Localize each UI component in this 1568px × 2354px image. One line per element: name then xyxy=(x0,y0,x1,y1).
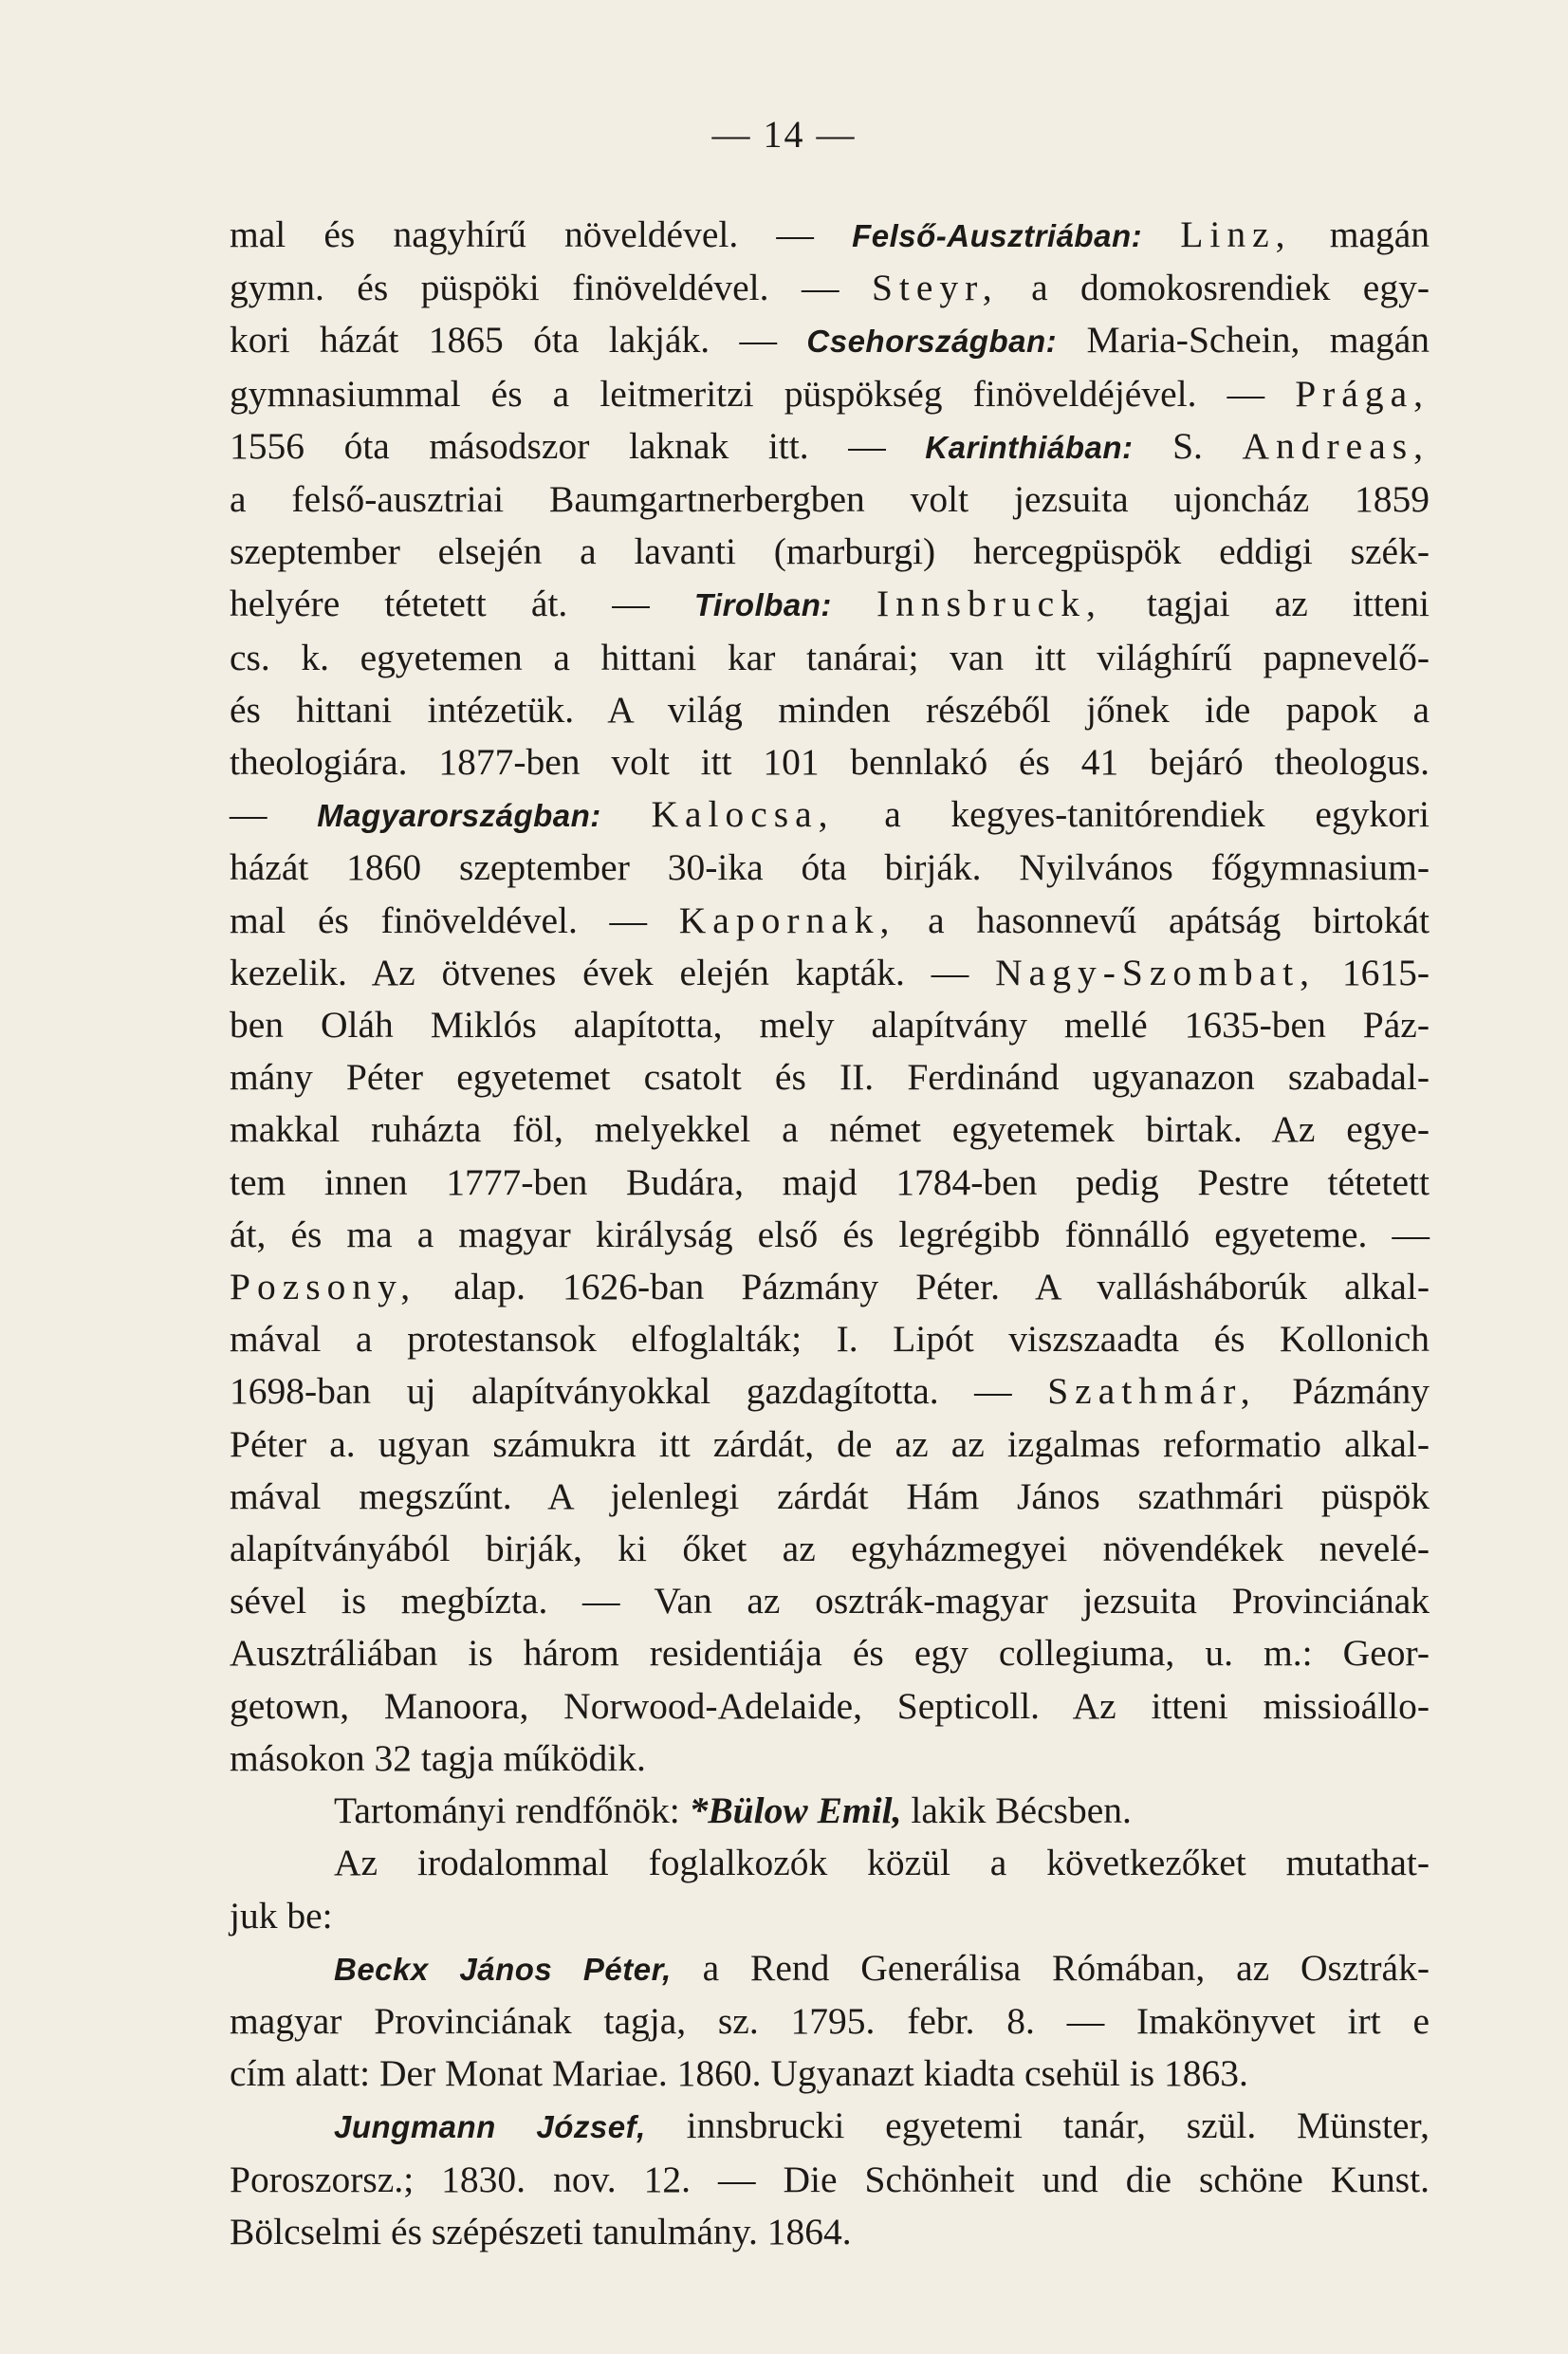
emphasized-text: Felső-Ausztriában: xyxy=(852,218,1143,253)
text-run: gymn. és püspöki finöveldével. — xyxy=(230,267,872,309)
text-run: Poroszorsz.; 1830. nov. 12. — Die Schönheit und die schöne Kunst. xyxy=(230,2158,1430,2200)
text-line xyxy=(230,1942,1430,1995)
text-line xyxy=(230,947,1430,999)
text-run: mal és nagyhírű növeldével. — xyxy=(230,213,853,255)
emphasized-text: Nagy-Szombat, xyxy=(995,951,1316,993)
emphasized-text: Csehországban: xyxy=(806,324,1058,360)
text-run: alapítványából birják, ki őket az egyházmegyei növendékek nevelé- xyxy=(230,1528,1430,1570)
emphasized-text: Szathmár, xyxy=(1047,1370,1257,1413)
text-run: és hittani intézetük. A világ minden részéből jőnek ide papok a xyxy=(230,688,1430,731)
text-run xyxy=(832,583,876,624)
text-line xyxy=(230,842,1430,894)
text-run: lakik Bécsben. xyxy=(901,1789,1132,1832)
text-line xyxy=(230,262,1430,314)
text-line xyxy=(230,1418,1430,1471)
emphasized-text: Kapornak, xyxy=(678,899,896,941)
text-run: 1556 óta másodszor laknak itt. — xyxy=(230,424,926,467)
text-run: makkal ruházta föl, melyekkel a német egyetemek birtak. Az egye- xyxy=(230,1108,1430,1151)
text-run: tem innen 1777-ben Budára, majd 1784-ben pedig Pestre tétetett xyxy=(230,1160,1430,1203)
text-line xyxy=(230,1995,1430,2048)
text-run xyxy=(601,793,652,835)
text-line xyxy=(230,788,1430,842)
text-run: Péter a. ugyan számukra itt zárdát, de az az izgalmas reformatio alkal- xyxy=(230,1422,1430,1465)
text-run: Pázmány xyxy=(1256,1370,1430,1413)
emphasized-text: Karinthiában: xyxy=(925,429,1134,465)
text-run: magán xyxy=(1291,213,1430,255)
text-run: mával megszűnt. A jelenlegi zárdát Hám János szathmári püspök xyxy=(230,1474,1430,1517)
text-run: Tartományi rendfőnök: xyxy=(334,1789,690,1832)
emphasized-text: Prága, xyxy=(1295,372,1430,415)
text-line xyxy=(230,1890,1430,1942)
text-run: Ausztráliában is három residentiája és egy collegiuma, u. m.: Geor- xyxy=(230,1632,1430,1675)
emphasized-text: Jungmann József, xyxy=(334,2109,646,2145)
text-line xyxy=(230,895,1430,947)
text-run: 1615- xyxy=(1315,951,1430,993)
text-run: alap. 1626-ban Pázmány Péter. A vallásháborúk alkal- xyxy=(416,1266,1430,1308)
text-run: a Rend Generálisa Rómában, az Osztrák- xyxy=(671,1946,1430,1989)
emphasized-text: *Bülow Emil, xyxy=(689,1789,902,1832)
text-line xyxy=(230,684,1430,736)
text-line xyxy=(230,1575,1430,1627)
text-line xyxy=(230,632,1430,684)
text-line xyxy=(230,1157,1430,1209)
text-run: Maria-Schein, magán xyxy=(1057,319,1430,361)
text-run: a hasonnevű apátság birtokát xyxy=(895,899,1430,941)
text-line xyxy=(230,526,1430,578)
text-run: theologiára. 1877-ben volt itt 101 bennlakó és 41 bejáró theologus. xyxy=(230,741,1430,784)
text-run: át, és ma a magyar királyság első és legrégibb fönnálló egyeteme. — xyxy=(230,1213,1430,1255)
text-run: magyar Provinciának tagja, sz. 1795. febr. 8. — Imakönyvet irt e xyxy=(230,1999,1430,2042)
text-line xyxy=(230,2048,1430,2100)
text-run: mány Péter egyetemet csatolt és II. Ferdinánd ugyanazon szabadal- xyxy=(230,1056,1430,1099)
text-run: tagjai az itteni xyxy=(1101,583,1430,625)
text-line xyxy=(230,209,1430,262)
text-run: a kegyes-tanitórendiek egykori xyxy=(834,793,1430,836)
text-line xyxy=(230,1733,1430,1785)
text-run: másokon 32 tagja működik. xyxy=(230,1736,646,1779)
text-run: szeptember elsején a lavanti (marburgi) hercegpüspök eddigi szék- xyxy=(230,530,1430,573)
emphasized-text: Steyr, xyxy=(871,267,999,309)
text-run: mával a protestansok elfoglalták; I. Lipót viszszaadta és Kollonich xyxy=(230,1318,1430,1361)
text-line xyxy=(230,368,1430,420)
text-run: getown, Manoora, Norwood-Adelaide, Septicoll. Az itteni missioállo- xyxy=(230,1684,1430,1727)
emphasized-text: Innsbruck, xyxy=(876,583,1102,625)
text-run: ben Oláh Miklós alapította, mely alapítvány mellé 1635-ben Páz- xyxy=(230,1004,1430,1047)
text-run: mal és finöveldével. — xyxy=(230,899,679,941)
page-number: — 14 — xyxy=(711,113,857,156)
text-line xyxy=(230,1837,1430,1889)
emphasized-text: Linz, xyxy=(1180,213,1292,255)
text-run: juk be: xyxy=(230,1894,333,1937)
text-run: helyére tétetett át. — xyxy=(230,583,694,625)
text-run: házát 1860 szeptember 30-ika óta birják. Nyilvános főgymnasium- xyxy=(230,846,1430,889)
text-run: S. xyxy=(1133,424,1243,467)
text-run: — xyxy=(230,793,318,836)
text-run: Bölcselmi és szépészeti tanulmány. 1864. xyxy=(230,2210,852,2252)
emphasized-text: Beckx János Péter, xyxy=(334,1951,672,1987)
emphasized-text: Andreas, xyxy=(1242,424,1430,467)
text-line xyxy=(230,1261,1430,1313)
text-run: innsbrucki egyetemi tanár, szül. Münster, xyxy=(645,2104,1430,2147)
emphasized-text: Magyarországban: xyxy=(317,798,601,834)
text-run: kori házát 1865 óta lakják. — xyxy=(230,319,807,361)
text-run: sével is megbízta. — Van az osztrák-magyar jezsuita Provinciának xyxy=(230,1580,1430,1622)
text-run: a felső-ausztriai Baumgartnerbergben volt jezsuita ujoncház 1859 xyxy=(230,478,1430,521)
text-line xyxy=(230,1523,1430,1575)
text-line xyxy=(230,2206,1430,2258)
text-line xyxy=(230,1313,1430,1365)
text-run: gymnasiummal és a leitmeritzi püspökség finöveldéjével. — xyxy=(230,372,1296,415)
text-line xyxy=(230,314,1430,367)
text-run: 1698-ban uj alapítványokkal gazdagította. — xyxy=(230,1370,1048,1413)
text-run: cs. k. egyetemen a hittani kar tanárai; van itt világhírű papnevelő- xyxy=(230,636,1430,678)
text-line xyxy=(230,473,1430,526)
text-line xyxy=(230,1209,1430,1261)
emphasized-text: Pozsony, xyxy=(230,1266,417,1308)
text-line xyxy=(230,1627,1430,1679)
text-line xyxy=(230,2154,1430,2206)
text-line xyxy=(230,999,1430,1051)
text-run xyxy=(1142,213,1180,255)
text-line xyxy=(230,420,1430,473)
body-text xyxy=(230,209,1430,2258)
text-line xyxy=(230,578,1430,631)
text-line xyxy=(230,1471,1430,1523)
emphasized-text: Tirolban: xyxy=(693,587,832,623)
emphasized-text: Kalocsa, xyxy=(651,793,835,836)
text-run: cím alatt: Der Monat Mariae. 1860. Ugyanazt kiadta csehül is 1863. xyxy=(230,2052,1248,2095)
text-line xyxy=(230,736,1430,788)
text-run: kezelik. Az ötvenes évek elején kapták. — xyxy=(230,951,996,993)
text-line xyxy=(230,1680,1430,1733)
text-line xyxy=(230,1051,1430,1103)
text-line xyxy=(230,1365,1430,1418)
text-line xyxy=(230,1785,1430,1837)
text-run: a domokosrendiek egy- xyxy=(998,267,1430,309)
text-line xyxy=(230,2100,1430,2153)
text-line xyxy=(230,1103,1430,1156)
text-run: Az irodalommal foglalkozók közül a következőket mutathat- xyxy=(334,1842,1430,1884)
